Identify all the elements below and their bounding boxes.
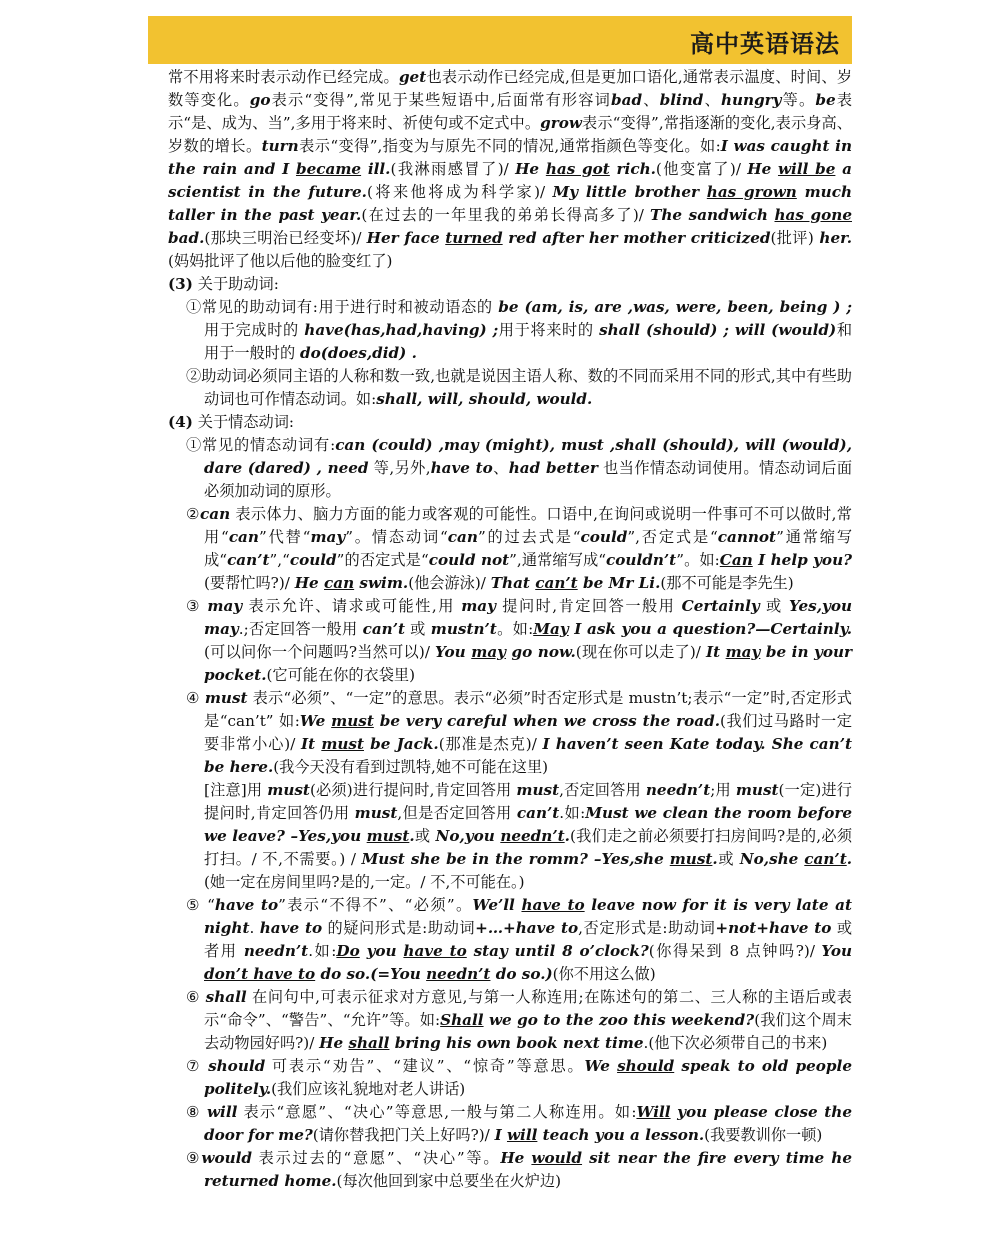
english-text: turned: [445, 229, 503, 247]
english-text: much taller in the past year.: [168, 183, 852, 224]
english-text: I: [494, 1126, 507, 1144]
english-text: I was caught in the rain and I: [168, 137, 852, 178]
text-run: 的疑问形式是:助动词: [322, 919, 476, 937]
english-text: No,you: [435, 827, 501, 845]
english-text: became: [295, 160, 362, 178]
text-run: ”通常缩写成“: [204, 528, 853, 569]
english-text: He: [747, 160, 778, 178]
text-run: 表示“是、成为、当”,多用于将来时、祈使句或不定式中。: [168, 91, 853, 132]
text-run: (我今天没有看到过凯特,她不可能在这里): [273, 758, 549, 776]
english-text: stay until 8 o’clock?: [466, 942, 649, 960]
text-run: ④: [186, 689, 205, 707]
english-text: You: [435, 643, 472, 661]
note-paragraph: [168, 779, 852, 894]
list-item: [168, 894, 852, 986]
english-text: The sandwich: [650, 206, 775, 224]
english-text: bad: [610, 91, 643, 109]
english-text: must: [366, 827, 410, 845]
document-body: [168, 66, 852, 1193]
text-run: ⑦: [186, 1057, 209, 1075]
english-text: Will: [636, 1103, 671, 1121]
text-run: (它可能在你的衣袋里): [266, 666, 416, 684]
text-run: .;否定回答一般用: [238, 620, 363, 638]
text-run: ;用: [710, 781, 736, 799]
english-text: be Jack.: [364, 735, 439, 753]
english-text: have to: [403, 942, 467, 960]
text-run: 等。: [781, 91, 816, 109]
english-text: her.: [813, 229, 852, 247]
text-run: (他会游泳)/: [408, 574, 491, 592]
text-run: 表示“变得”,常见于某些短语中,后面常有形容词: [270, 91, 611, 109]
text-run: (在过去的一年里我的弟弟长得高多了)/: [361, 206, 651, 224]
english-text: mustn’t: [430, 620, 497, 638]
text-run: (那不可能是李先生): [660, 574, 794, 592]
english-text: bring his own book next time: [389, 1034, 644, 1052]
english-text: Do: [336, 942, 360, 960]
text-run: ⑥: [186, 988, 206, 1006]
text-run: 提问时,肯定回答一般用: [495, 597, 682, 615]
text-run: 常不用将来时表示动作已经完成。: [168, 68, 399, 86]
section-number: (3): [168, 275, 193, 293]
english-text: has got: [545, 160, 610, 178]
text-run: 或: [759, 597, 789, 615]
text-run: (必须)进行提问时,肯定回答用: [309, 781, 517, 799]
english-text: can: [447, 528, 478, 546]
text-run: 可表示“劝告”、“建议”、“惊奇”等意思。: [265, 1057, 585, 1075]
text-run: ”的过去式是“: [477, 528, 581, 546]
text-run: 也表示动作已经完成,但是更加口语化,通常表示温度、时间、岁数等变化。: [168, 68, 853, 109]
english-text: have to: [214, 896, 279, 914]
list-item: [168, 1101, 852, 1147]
english-text: be: [815, 91, 836, 109]
text-run: 。如:: [496, 620, 534, 638]
text-run: 表示“意愿”、“决心”等意思,一般与第二人称连用。如:: [237, 1103, 637, 1121]
english-text: ill.: [361, 160, 391, 178]
english-text: a scientist in the future.: [168, 160, 852, 201]
english-text: can: [228, 528, 259, 546]
english-text: couldn’t: [606, 551, 677, 569]
english-text: Must we clean the room before we leave? –Yes,you: [204, 804, 852, 845]
english-text: .: [712, 850, 718, 868]
english-text: have to: [259, 919, 323, 937]
english-text: Her face: [366, 229, 446, 247]
text-run: 也当作情态动词使用。情态动词后面必须加动词的原形。: [204, 459, 853, 500]
english-text: must: [204, 689, 248, 707]
text-run: 表示过去的“意愿”、“决心”等。: [252, 1149, 501, 1167]
text-run: 或: [414, 827, 436, 845]
english-text: can’t: [362, 620, 406, 638]
text-run: 等,另外,: [368, 459, 431, 477]
text-run: (可以问你一个问题吗?当然可以)/: [204, 643, 436, 661]
text-run: ”表示“不得不”、“必须”。: [278, 896, 473, 914]
english-text: It: [705, 643, 726, 661]
english-text: can’t: [804, 850, 847, 868]
text-run: ,否定回答用: [559, 781, 646, 799]
english-text: grow: [540, 114, 582, 132]
english-text: can: [199, 505, 231, 523]
text-run: (他变富了)/: [655, 160, 748, 178]
english-text: you please close the door for me?: [204, 1103, 852, 1144]
text-run: 表示“必须”、“一定”的意思。表示“必须”时否定形式是 mustn’t;表示“一定”时,否定形式是“can’t” 如:: [204, 689, 852, 730]
english-text: bad.: [168, 229, 205, 247]
text-run: ③: [186, 597, 208, 615]
english-text: must: [321, 735, 364, 753]
text-run: (那准是杰克)/: [438, 735, 543, 753]
text-run: 关于助动词:: [192, 275, 279, 293]
text-run: ”,“: [269, 551, 290, 569]
english-text: Can: [719, 551, 753, 569]
english-text: He: [294, 574, 324, 592]
english-text: We: [584, 1057, 618, 1075]
text-run: .如:: [308, 942, 337, 960]
english-text: Yes,you may: [204, 597, 853, 638]
english-text: go now.: [506, 643, 576, 661]
text-run: (我们应该礼貌地对老人讲话): [271, 1080, 466, 1098]
text-run: (那块三明治已经变坏)/: [204, 229, 367, 247]
english-text: should: [208, 1057, 266, 1075]
english-text: have to: [521, 896, 585, 914]
list-item: [168, 296, 852, 365]
text-run: ”。情态动词“: [345, 528, 448, 546]
english-text: can (could) ,may (might), must ,shall (should), will (would), dare (dared) , need: [204, 436, 852, 477]
text-run: ②助动词必须同主语的人称和数一致,也就是说因主语人称、数的不同而采用不同的形式,其中有些助动词也可作情态动词。如:: [186, 367, 852, 408]
english-text: .: [846, 850, 853, 868]
english-text: teach you a lesson.: [537, 1126, 705, 1144]
text-run: 、: [492, 459, 509, 477]
section-number: (4): [168, 413, 193, 431]
text-run: ⑨: [186, 1149, 202, 1167]
page-title: 高中英语语法: [690, 30, 840, 58]
english-text: will: [506, 1126, 538, 1144]
text-run: ②: [186, 505, 200, 523]
text-run: 表示“变得”,指变为与原先不同的情况,通常指颜色等变化。如:: [298, 137, 721, 155]
english-text: has gone: [774, 206, 852, 224]
text-run: 、: [642, 91, 660, 109]
text-run: (一定)进行提问时,肯定回答仍用: [204, 781, 852, 822]
text-run: 关于情态动词:: [192, 413, 295, 431]
text-run: (我们走之前必须要打扫房间吗?是的,必须打扫。/ 不,不需要。) /: [204, 827, 853, 868]
text-run: 在问句中,可表示征求对方意见,与第一人称连用;在陈述句的第二、三人称的主语后或表示“命令”、“警告”、“允许”等。如:: [204, 988, 852, 1029]
english-text: don’t have to: [204, 965, 316, 983]
english-text: will be: [777, 160, 836, 178]
text-run: 、: [703, 91, 721, 109]
text-run: ,但是否定回答用: [397, 804, 517, 822]
text-run: .如:: [559, 804, 586, 822]
english-text: can’t: [535, 574, 578, 592]
english-text: May: [533, 620, 569, 638]
text-run: (我要教训你一顿): [704, 1126, 823, 1144]
text-run: (请你替我把门关上好吗?)/: [312, 1126, 495, 1144]
text-run: 或: [405, 620, 431, 638]
english-text: speak to old people politely.: [204, 1057, 852, 1098]
english-text: rich.: [609, 160, 656, 178]
text-run: (批评): [770, 229, 814, 247]
english-text: do so.(=You: [315, 965, 427, 983]
english-text: turn: [261, 137, 299, 155]
english-text: may: [207, 597, 243, 615]
text-run: 表示允许、请求或可能性,用: [242, 597, 462, 615]
english-text: will: [206, 1103, 238, 1121]
english-text: you: [359, 942, 404, 960]
english-text: He: [515, 160, 546, 178]
english-text: red after her mother criticized: [502, 229, 771, 247]
english-text: He: [500, 1149, 532, 1167]
text-run: (我淋雨感冒了)/: [390, 160, 516, 178]
text-run: 和用于一般时的: [204, 321, 853, 362]
text-run: (将来他将成为科学家)/: [366, 183, 553, 201]
text-run: 表示“变得”,常指逐渐的变化,表示身高、岁数的增长。: [168, 114, 852, 155]
paragraph-linking-verbs: [168, 66, 852, 273]
header-bar: [148, 16, 852, 64]
text-run: ”,否定式是“: [627, 528, 718, 546]
english-text: sit near the fire every time he returned home.: [204, 1149, 852, 1190]
english-text: have(has,had,having) ;: [304, 321, 499, 339]
list-item: [168, 687, 852, 779]
section-heading-modal: [168, 411, 852, 434]
english-text: He: [319, 1034, 349, 1052]
english-text: .: [564, 827, 570, 845]
english-text: be in your pocket.: [204, 643, 852, 684]
text-run: .: [249, 919, 260, 937]
text-run: ,否定形式是:助动词: [578, 919, 716, 937]
text-run: ①常见的情态动词有:: [186, 436, 336, 454]
english-text: Shall: [440, 1011, 484, 1029]
list-item: [168, 434, 852, 503]
english-text: leave now for it is very late at night: [204, 896, 852, 937]
text-run: 用于将来时的: [498, 321, 600, 339]
text-run: ⑤ “: [186, 896, 215, 914]
english-text: We’ll: [472, 896, 522, 914]
english-text: shall: [205, 988, 247, 1006]
english-text: I ask you a question?—Certainly.: [568, 620, 852, 638]
text-run: ”的否定式是“: [336, 551, 429, 569]
english-text: It: [301, 735, 322, 753]
text-run: ”,通常缩写成“: [509, 551, 607, 569]
english-text: No,she: [739, 850, 805, 868]
text-run: ①常见的助动词有:用于进行时和被动语态的: [186, 298, 499, 316]
english-text: must: [354, 804, 398, 822]
english-text: My little brother: [552, 183, 707, 201]
english-text: must: [516, 781, 560, 799]
english-text: could not: [428, 551, 510, 569]
english-text: be very careful when we cross the road.: [373, 712, 721, 730]
english-text: may: [461, 597, 496, 615]
english-text: can: [324, 574, 355, 592]
english-text: can’t: [516, 804, 560, 822]
english-text: do(does,did) .: [299, 344, 417, 362]
english-text: may: [310, 528, 346, 546]
text-run: [注意]用: [204, 781, 268, 799]
list-item: [168, 1147, 852, 1193]
text-run: ⑧: [186, 1103, 207, 1121]
text-run: (她一定在房间里吗?是的,一定。/ 不,不可能在。): [204, 873, 525, 891]
english-text: have to: [430, 459, 493, 477]
list-item: [168, 365, 852, 411]
english-text: swim.: [354, 574, 409, 592]
english-text: +not+have to: [715, 919, 832, 937]
english-text: should: [617, 1057, 675, 1075]
english-text: must: [669, 850, 713, 868]
english-text: must: [331, 712, 374, 730]
list-item: [168, 986, 852, 1055]
english-text: needn’t: [243, 942, 309, 960]
english-text: had better: [508, 459, 598, 477]
english-text: We: [299, 712, 332, 730]
english-text: needn’t: [500, 827, 565, 845]
text-run: (现在你可以走了)/: [575, 643, 706, 661]
english-text: would: [531, 1149, 583, 1167]
english-text: Must she be in the romm? –Yes,she: [361, 850, 670, 868]
text-run: 表示体力、脑力方面的能力或客观的可能性。口语中,在询问或说明一件事可不可以做时,常用“: [204, 505, 852, 546]
text-run: ”代替“: [258, 528, 311, 546]
english-text: would: [201, 1149, 253, 1167]
list-item: [168, 595, 852, 687]
english-text: may: [725, 643, 761, 661]
english-text: could: [289, 551, 337, 569]
english-text: may: [471, 643, 506, 661]
english-text: must: [267, 781, 310, 799]
english-text: can’t: [227, 551, 270, 569]
english-text: shall, will, should, would.: [376, 390, 593, 408]
english-text: I haven’t seen Kate today. She can’t be here.: [204, 735, 852, 776]
english-text: shall (should) ; will (would): [599, 321, 837, 339]
english-text: could: [580, 528, 628, 546]
text-run: (要帮忙吗?)/: [204, 574, 295, 592]
list-item: [168, 1055, 852, 1101]
section-heading-auxiliary: [168, 273, 852, 296]
english-text: hungry: [720, 91, 782, 109]
text-run: 或者用: [204, 919, 853, 960]
english-text: I help you?: [752, 551, 853, 569]
text-run: (我们过马路时一定要非常小心)/: [204, 712, 852, 753]
text-run: (妈妈批评了他以后他的脸变红了): [168, 252, 393, 270]
english-text: +…+have to: [475, 919, 579, 937]
list-item: [168, 503, 852, 595]
english-text: needn’t: [645, 781, 711, 799]
english-text: cannot: [717, 528, 777, 546]
english-text: be (am, is, are ,was, were, been, being ) ;: [498, 298, 852, 316]
english-text: be Mr Li.: [577, 574, 661, 592]
english-text: get: [398, 68, 427, 86]
english-text: must: [735, 781, 779, 799]
english-text: That: [490, 574, 536, 592]
text-run: (每次他回到家中总要坐在火炉边): [336, 1172, 562, 1190]
text-run: 用于完成时的: [204, 321, 305, 339]
english-text: blind: [659, 91, 704, 109]
text-run: (你不用这么做): [552, 965, 656, 983]
english-text: needn’t: [426, 965, 491, 983]
english-text: go: [249, 91, 271, 109]
english-text: shall: [348, 1034, 390, 1052]
text-run: .(他下次必须带自己的书来): [643, 1034, 828, 1052]
english-text: we go to the zoo this weekend?: [483, 1011, 755, 1029]
english-text: .: [409, 827, 415, 845]
text-run: (我们这个周末去动物园好吗?)/: [204, 1011, 852, 1052]
text-run: (你得呆到 8 点钟吗?)/: [648, 942, 822, 960]
english-text: has grown: [706, 183, 797, 201]
english-text: Certainly: [681, 597, 760, 615]
english-text: You: [821, 942, 853, 960]
english-text: do so.): [490, 965, 553, 983]
text-run: ”。如:: [676, 551, 720, 569]
text-run: 或: [717, 850, 740, 868]
